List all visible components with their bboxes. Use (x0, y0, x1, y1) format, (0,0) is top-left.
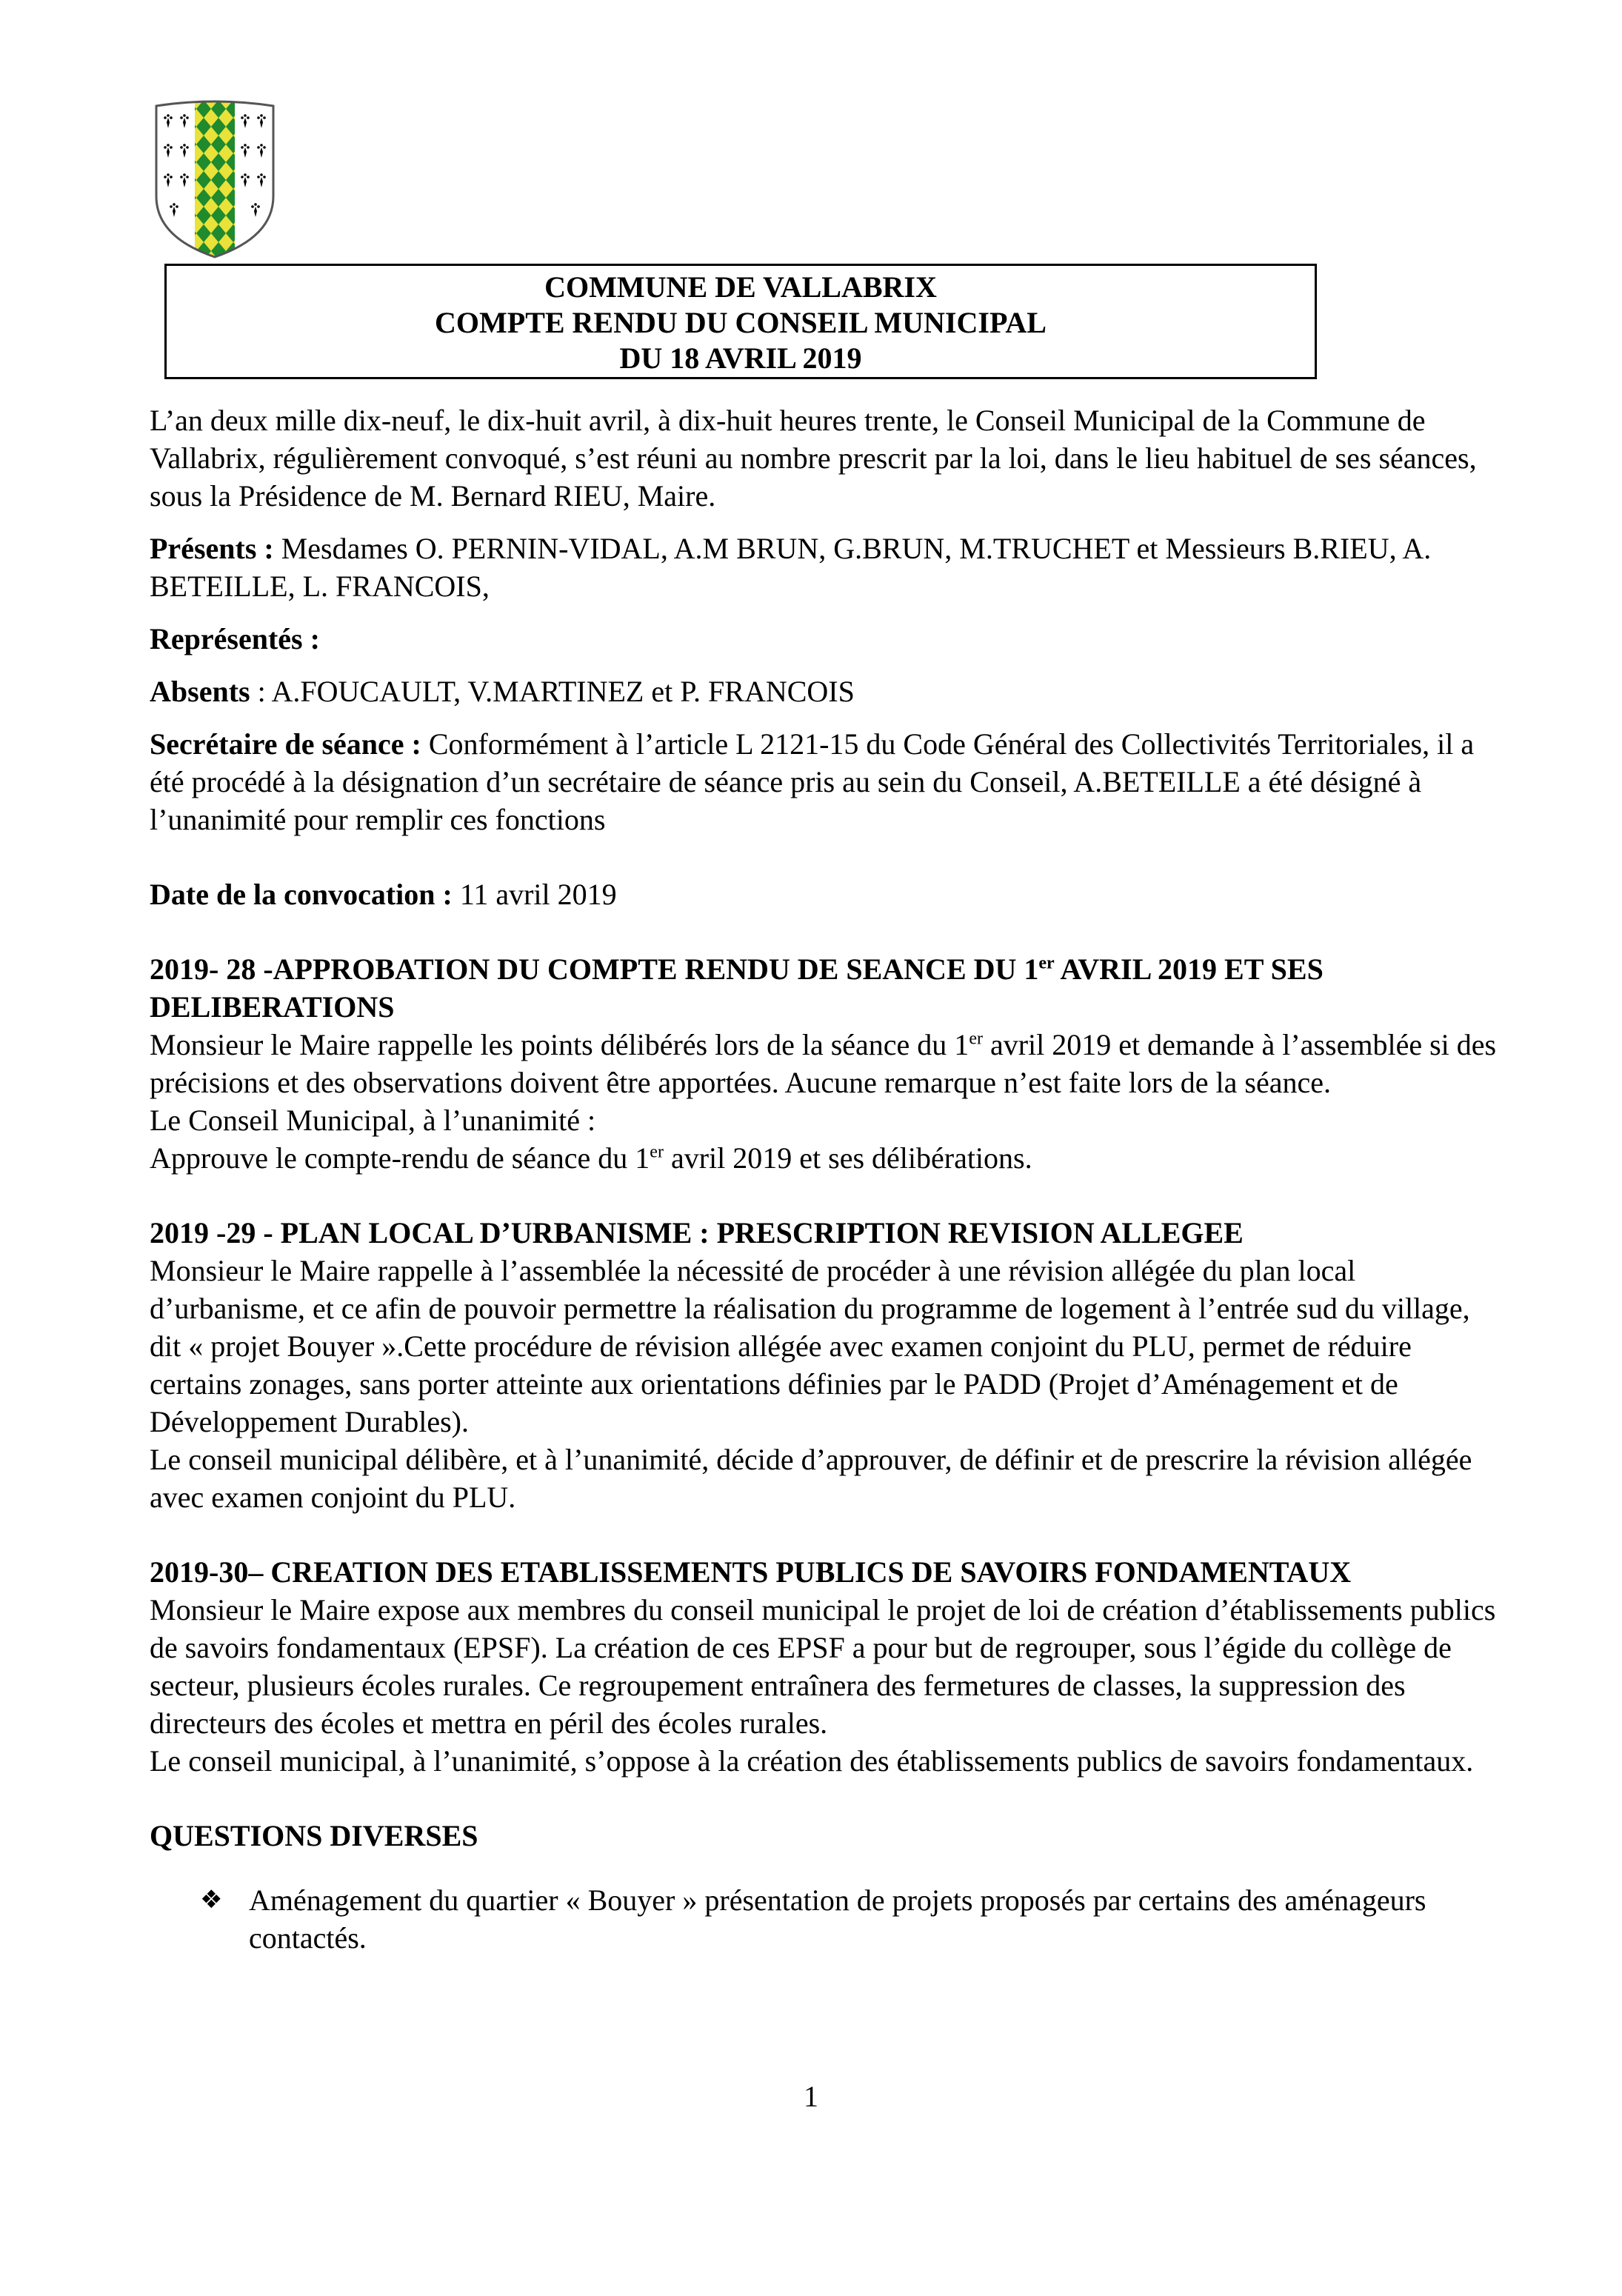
section-29-paragraph-2: Le conseil municipal délibère, et à l’unanimité, décide d’approuver, de définir et de prescrire la révision allégée avec examen conjoint du PLU. (150, 1443, 1472, 1514)
questions-title: QUESTIONS DIVERSES (150, 1819, 478, 1852)
section-28-title-sup: er (1038, 953, 1055, 973)
section-29-title: 2019 -29 - PLAN LOCAL D’URBANISME : PRESCRIPTION REVISION ALLEGEE (150, 1216, 1244, 1249)
section-28-p1-part: Monsieur le Maire rappelle les points délibérés lors de la séance du 1 (150, 1028, 969, 1061)
page-number: 1 (804, 2080, 818, 2113)
diamond-bullet-icon: ❖ (200, 1885, 223, 1915)
section-30-paragraph-1: Monsieur le Maire expose aux membres du conseil municipal le projet de loi de création d’établissements publics de savoirs fondamentaux (EPSF). La création de ces EPSF a pour but de regrouper, sous l’égide du collège de secteur, plusieurs écoles rurales. Ce regroupement entraînera des fermetures de classes, la suppression des directeurs des écoles et mettra en péril des écoles rurales. (150, 1593, 1496, 1740)
section-28-paragraph-3 (150, 1139, 1498, 1177)
vallabrix-coat-of-arms-icon (152, 100, 278, 259)
secretary-value: Conformément à l’article L 2121-15 du Code Général des Collectivités Territoriales, il a été procédé à la désignation d’un secrétaire de séance pris au sein du Conseil, A.BETEILLE a été désigné à l’unanimité pour remplir ces fonctions (150, 727, 1475, 836)
document-title-box (164, 264, 1317, 379)
title-report: COMPTE RENDU DU CONSEIL MUNICIPAL (435, 306, 1047, 339)
section-28-p3-part: Approuve le compte-rendu de séance du 1 (150, 1141, 650, 1175)
presents-value: Mesdames O. PERNIN-VIDAL, A.M BRUN, G.BRUN, M.TRUCHET et Messieurs B.RIEU, A. BETEILLE, L. FRANCOIS, (150, 532, 1432, 603)
question-item-text: Aménagement du quartier « Bouyer » présentation de projets proposés par certains des aménageurs contactés. (249, 1883, 1426, 1955)
section-28-paragraph-2: Le Conseil Municipal, à l’unanimité : (150, 1104, 596, 1137)
section-30-title: 2019-30– CREATION DES ETABLISSEMENTS PUBLICS DE SAVOIRS FONDAMENTAUX (150, 1555, 1352, 1589)
absents-label: Absents (150, 675, 250, 708)
list-item (150, 1881, 1498, 1957)
section-28-title-part: 2019- 28 -APPROBATION DU COMPTE RENDU DE SEANCE DU 1 (150, 952, 1039, 986)
convocation-value: 11 avril 2019 (452, 878, 617, 911)
presents-paragraph (150, 530, 1498, 605)
section-28-p3-sup: er (650, 1142, 664, 1162)
title-commune: COMMUNE DE VALLABRIX (544, 270, 937, 304)
document-body (150, 401, 1498, 1957)
section-28-p3-end: avril 2019 et ses délibérations. (663, 1141, 1032, 1175)
section-28-paragraph-1 (150, 1026, 1498, 1101)
section-28-p1-end: avril 2019 et demande à l’assemblée si des précisions et des observations doivent être apportées. Aucune remarque n’est faite lors de la séance. (150, 1028, 1497, 1099)
secretary-paragraph (150, 725, 1498, 838)
absents-paragraph (150, 673, 1498, 710)
represented-label: Représentés : (150, 622, 320, 655)
represented-paragraph (150, 620, 1498, 658)
presents-label: Présents : (150, 532, 274, 565)
convocation-label: Date de la convocation : (150, 878, 453, 911)
secretary-label: Secrétaire de séance : (150, 727, 421, 761)
section-28-title-end: AVRIL 2019 ET SES DELIBERATIONS (150, 952, 1324, 1024)
section-30-paragraph-2: Le conseil municipal, à l’unanimité, s’oppose à la création des établissements publics de savoirs fondamentaux. (150, 1744, 1474, 1778)
section-29-paragraph-1: Monsieur le Maire rappelle à l’assemblée la nécessité de procéder à une révision allégée du plan local d’urbanisme, et ce afin de pouvoir permettre la réalisation du programme de logement à l’entrée sud du village, dit « projet Bouyer ».Cette procédure de révision allégée avec examen conjoint du PLU, permet de réduire certains zonages, sans porter atteinte aux orientations définies par le PADD (Projet d’Aménagement et de Développement Durables). (150, 1254, 1470, 1438)
section-28-p1-sup: er (969, 1029, 983, 1049)
section-28-title (150, 950, 1498, 1026)
intro-paragraph: L’an deux mille dix-neuf, le dix-huit avril, à dix-huit heures trente, le Conseil Municipal de la Commune de Vallabrix, régulièrement convoqué, s’est réuni au nombre prescrit par la loi, dans le lieu habituel de ses séances, sous la Présidence de M. Bernard RIEU, Maire. (150, 404, 1477, 513)
title-date: DU 18 AVRIL 2019 (619, 341, 862, 375)
convocation-paragraph (150, 875, 1498, 913)
absents-value: : A.FOUCAULT, V.MARTINEZ et P. FRANCOIS (250, 675, 855, 708)
